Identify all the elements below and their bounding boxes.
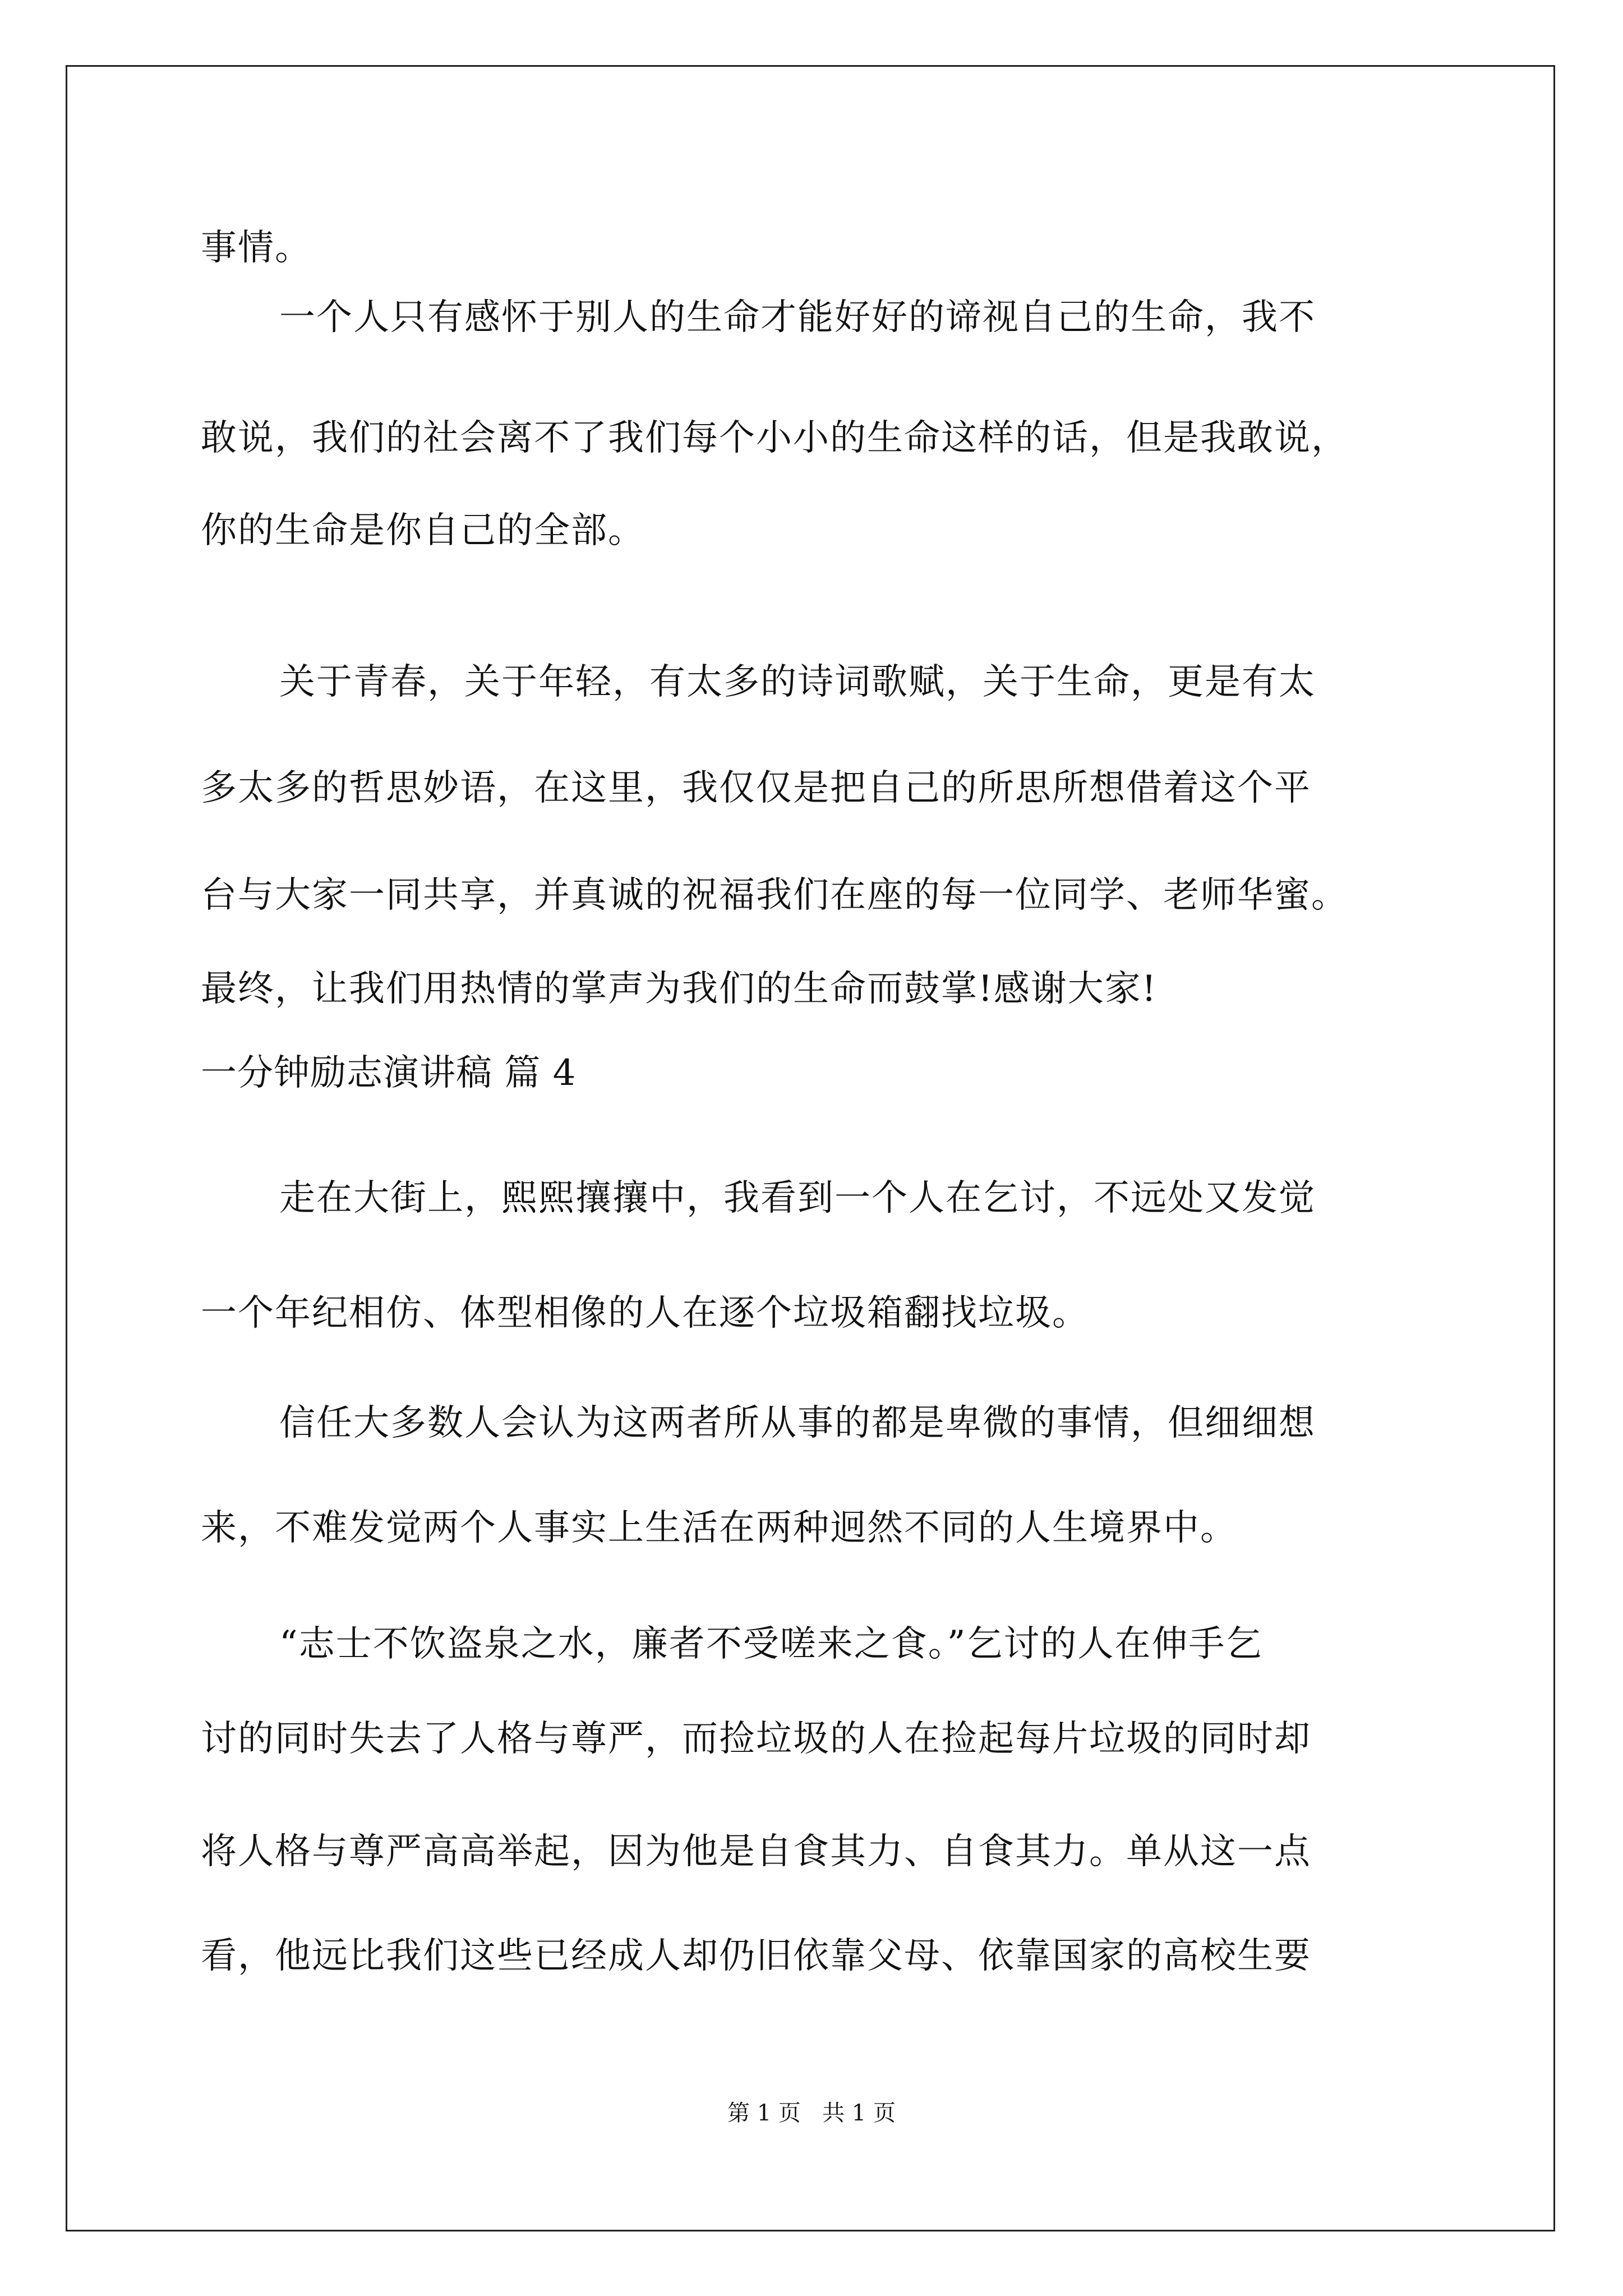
paragraph-start: “志士不饮盗泉之水，廉者不受嗟来之食。”乞讨的人在伸手乞 xyxy=(279,1623,1263,1665)
text-line: 最终，让我们用热情的掌声为我们的生命而鼓掌!感谢大家! xyxy=(201,968,1158,1010)
text-line: 你的生命是你自己的全部。 xyxy=(201,510,645,551)
text-line: 多太多的哲思妙语，在这里，我仅仅是把自己的所思所想借着这个平 xyxy=(201,767,1311,809)
paragraph-start: 一个人只有感怀于别人的生命才能好好的谛视自己的生命，我不 xyxy=(279,297,1316,338)
text-line: 台与大家一同共享，并真诚的祝福我们在座的每一位同学、老师华蜜。 xyxy=(201,875,1348,916)
text-line: 事情。 xyxy=(201,227,312,269)
text-line: 来，不难发觉两个人事实上生活在两种迥然不同的人生境界中。 xyxy=(201,1507,1237,1549)
section-heading: 一分钟励志演讲稿 篇 4 xyxy=(201,1052,577,1094)
text-line: 敢说，我们的社会离不了我们每个小小的生命这样的话，但是我敢说， xyxy=(201,417,1348,459)
text-line: 将人格与尊严高高举起，因为他是自食其力、自食其力。单从这一点 xyxy=(201,1831,1311,1872)
page-footer: 第 1 页 共 1 页 xyxy=(727,2100,896,2126)
paragraph-start: 走在大街上，熙熙攘攘中，我看到一个人在乞讨，不远处又发觉 xyxy=(279,1177,1316,1219)
paragraph-start: 关于青春，关于年轻，有太多的诗词歌赋，关于生命，更是有太 xyxy=(279,661,1316,703)
page-border xyxy=(66,65,1555,2231)
paragraph-start: 信任大多数人会认为这两者所从事的都是卑微的事情，但细细想 xyxy=(279,1402,1316,1444)
text-line: 一个年纪相仿、体型相像的人在逐个垃圾箱翻找垃圾。 xyxy=(201,1292,1089,1334)
text-line: 看，他远比我们这些已经成人却仍旧依靠父母、依靠国家的高校生要 xyxy=(201,1935,1311,1977)
text-line: 讨的同时失去了人格与尊严，而捡垃圾的人在捡起每片垃圾的同时却 xyxy=(201,1718,1311,1760)
